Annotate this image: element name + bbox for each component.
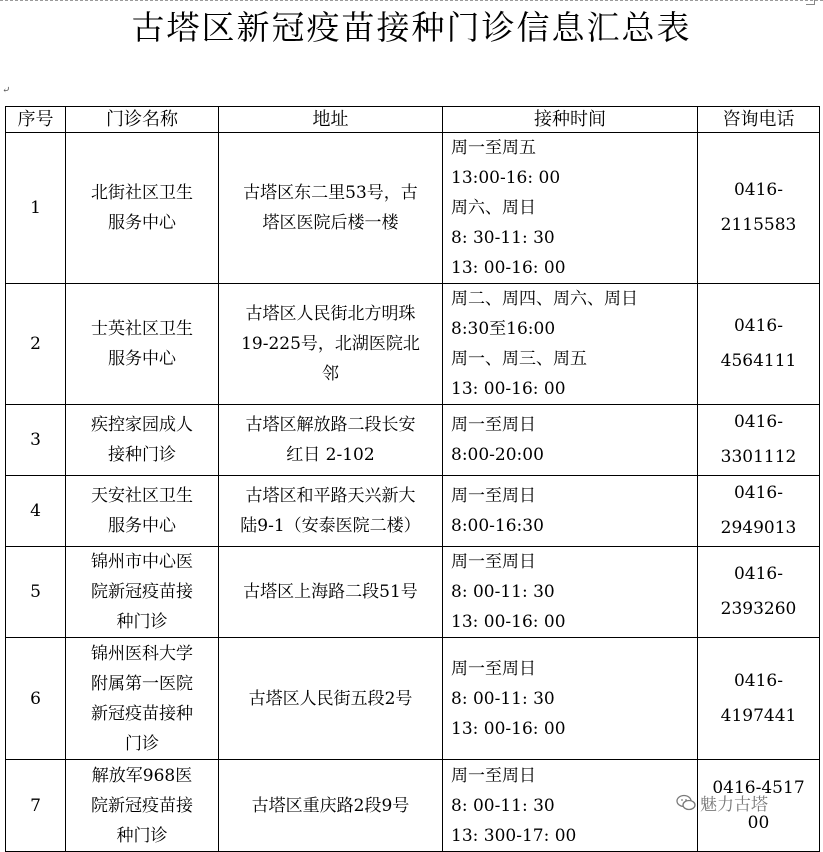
- table-row: [6, 638, 820, 760]
- clinic-address-line: 邻: [322, 364, 339, 384]
- clinic-name-line: 锦州医科大学: [91, 643, 193, 664]
- clinic-name-line: 服务中心: [108, 349, 176, 369]
- clinic-address-line: 红日 2-102: [286, 445, 375, 465]
- header-phone: 咨询电话: [698, 107, 820, 133]
- clinic-name-line: 种门诊: [116, 825, 168, 846]
- page-title: 古塔区新冠疫苗接种门诊信息汇总表: [131, 8, 692, 47]
- phone-number: [698, 133, 820, 284]
- header-time: 接种时间: [443, 107, 698, 133]
- vaccination-time: [443, 133, 698, 284]
- row-number: [6, 284, 66, 405]
- vaccination-time-line: 周二、周四、周六、周日: [451, 289, 638, 309]
- clinic-address-line: 塔区医院后楼一楼: [262, 213, 399, 233]
- clinic-address-line: 古塔区上海路二段51号: [243, 582, 418, 602]
- clinic-name-line: 解放军968医: [91, 765, 193, 786]
- vaccination-time-line: 8:30至16:00: [451, 319, 556, 339]
- row-number-line: 1: [30, 198, 41, 218]
- clinic-name: [66, 547, 219, 638]
- clinic-address-line: 古塔区重庆路2段9号: [251, 795, 410, 816]
- clinic-address-line: 陆9-1（安泰医院二楼）: [240, 516, 421, 536]
- vaccination-time: [443, 476, 698, 547]
- clinic-address-line: 古塔区解放路二段长安: [245, 415, 416, 435]
- vaccination-time: [443, 284, 698, 405]
- clinic-name: [66, 133, 219, 284]
- clinic-address-line: 古塔区人民街北方明珠: [245, 304, 416, 324]
- phone-number-line: 00: [747, 812, 770, 833]
- table-row: [6, 476, 820, 547]
- vaccination-time-line: 周一至周日: [451, 415, 536, 435]
- vaccination-time-line: 13: 300-17: 00: [451, 825, 577, 846]
- clinic-name: [66, 476, 219, 547]
- row-number: [6, 760, 66, 852]
- vaccination-time-line: 8:00-20:00: [451, 445, 544, 465]
- phone-number: [698, 476, 820, 547]
- header-address: 地址: [219, 107, 443, 133]
- clinic-name-line: 北街社区卫生: [91, 183, 193, 203]
- table-header-row: [6, 107, 820, 133]
- row-number-line: 6: [30, 688, 41, 709]
- clinic-address: [219, 760, 443, 852]
- row-number: [6, 133, 66, 284]
- page-corner-mark: [806, 0, 815, 5]
- clinic-name-line: 种门诊: [116, 612, 168, 632]
- vaccination-time-line: 13:00-16: 00: [451, 168, 561, 188]
- clinic-address: [219, 547, 443, 638]
- phone-number: [698, 284, 820, 405]
- row-number: [6, 476, 66, 547]
- vaccination-time: [443, 760, 698, 852]
- vaccination-time-line: 8:00-16:30: [451, 516, 544, 536]
- phone-number-line: 0416-: [733, 564, 783, 584]
- clinic-name: [66, 284, 219, 405]
- row-number-line: 7: [30, 795, 41, 816]
- clinic-name-line: 门诊: [125, 733, 159, 754]
- wechat-icon: [676, 794, 696, 812]
- vaccination-time-line: 周一至周日: [451, 658, 536, 679]
- vaccination-time-line: 周一至周日: [451, 486, 536, 506]
- clinic-address-line: 古塔区人民街五段2号: [248, 688, 413, 709]
- vaccination-time-line: 周六、周日: [451, 198, 536, 218]
- clinic-name-line: 士英社区卫生: [91, 319, 193, 339]
- clinic-address: [219, 405, 443, 476]
- table-row: [6, 284, 820, 405]
- clinic-name-line: 疾控家园成人: [91, 415, 193, 435]
- phone-number-line: 4564111: [720, 351, 797, 371]
- clinic-address-line: 古塔区东二里53号，古: [243, 183, 418, 203]
- clinic-address: [219, 133, 443, 284]
- phone-number: [698, 405, 820, 476]
- row-number: [6, 547, 66, 638]
- vaccination-time-line: 周一至周日: [451, 765, 536, 786]
- clinic-name-line: 院新冠疫苗接: [91, 582, 193, 602]
- clinic-name-line: 服务中心: [108, 516, 176, 536]
- vaccination-time: [443, 547, 698, 638]
- phone-number-line: 2949013: [720, 518, 797, 538]
- clinic-name-line: 天安社区卫生: [91, 486, 193, 506]
- vaccination-time-line: 8: 00-11: 30: [451, 582, 555, 602]
- clinic-address-line: 古塔区和平路天兴新大: [245, 486, 416, 506]
- phone-number-line: 0416-: [733, 483, 783, 503]
- table-row: [6, 405, 820, 476]
- phone-number: [698, 547, 820, 638]
- vaccine-clinic-table: [5, 106, 820, 852]
- clinic-name-line: 服务中心: [108, 213, 176, 233]
- vaccination-time: [443, 638, 698, 760]
- row-number-line: 2: [30, 334, 41, 354]
- vaccination-time-line: 8: 00-11: 30: [451, 688, 555, 709]
- watermark-text: 魅力古塔: [700, 795, 768, 815]
- row-number: [6, 405, 66, 476]
- row-number-line: 4: [30, 501, 41, 521]
- row-number: [6, 638, 66, 760]
- header-no: 序号: [6, 107, 66, 133]
- watermark: [676, 790, 768, 815]
- vaccination-time: [443, 405, 698, 476]
- vaccination-time-line: 13: 00-16: 00: [451, 379, 566, 399]
- phone-number-line: 4197441: [720, 705, 797, 726]
- phone-number-line: 0416-: [733, 670, 783, 691]
- vaccination-time-line: 周一至周日: [451, 552, 536, 572]
- clinic-name-line: 院新冠疫苗接: [91, 795, 193, 816]
- clinic-address: [219, 476, 443, 547]
- phone-number: [698, 638, 820, 760]
- phone-number-line: 2115583: [720, 215, 797, 235]
- phone-number-line: 0416-: [733, 316, 783, 336]
- vaccination-time-line: 8: 30-11: 30: [451, 228, 555, 248]
- clinic-address: [219, 638, 443, 760]
- phone-number-line: 0416-: [733, 180, 783, 200]
- clinic-name-line: 接种门诊: [108, 445, 176, 465]
- vaccination-time-line: 8: 00-11: 30: [451, 795, 555, 816]
- clinic-name-line: 新冠疫苗接种: [91, 703, 193, 724]
- clinic-name-line: 锦州市中心医: [91, 552, 193, 572]
- paragraph-anchor-icon: ⤶: [2, 85, 11, 96]
- clinic-name: [66, 405, 219, 476]
- phone-number-line: 0416-4517: [712, 777, 805, 798]
- clinic-name-line: 附属第一医院: [91, 673, 193, 694]
- clinic-address-line: 19-225号，北湖医院北: [241, 334, 420, 354]
- table-row: [6, 133, 820, 284]
- clinic-name: [66, 760, 219, 852]
- header-clinic-name: 门诊名称: [66, 107, 219, 133]
- vaccination-time-line: 周一至周五: [451, 138, 536, 158]
- row-number-line: 3: [30, 430, 41, 450]
- vaccination-time-line: 周一、周三、周五: [451, 349, 587, 369]
- clinic-address: [219, 284, 443, 405]
- phone-number-line: 2393260: [720, 599, 797, 619]
- phone-number-line: 0416-: [733, 412, 783, 432]
- row-number-line: 5: [30, 582, 41, 602]
- clinic-name: [66, 638, 219, 760]
- vaccination-time-line: 13: 00-16: 00: [451, 612, 566, 632]
- vaccination-time-line: 13: 00-16: 00: [451, 718, 566, 739]
- page-edge-line: [0, 0, 823, 1]
- vaccination-time-line: 13: 00-16: 00: [451, 258, 566, 278]
- table-row: [6, 547, 820, 638]
- phone-number-line: 3301112: [720, 447, 797, 467]
